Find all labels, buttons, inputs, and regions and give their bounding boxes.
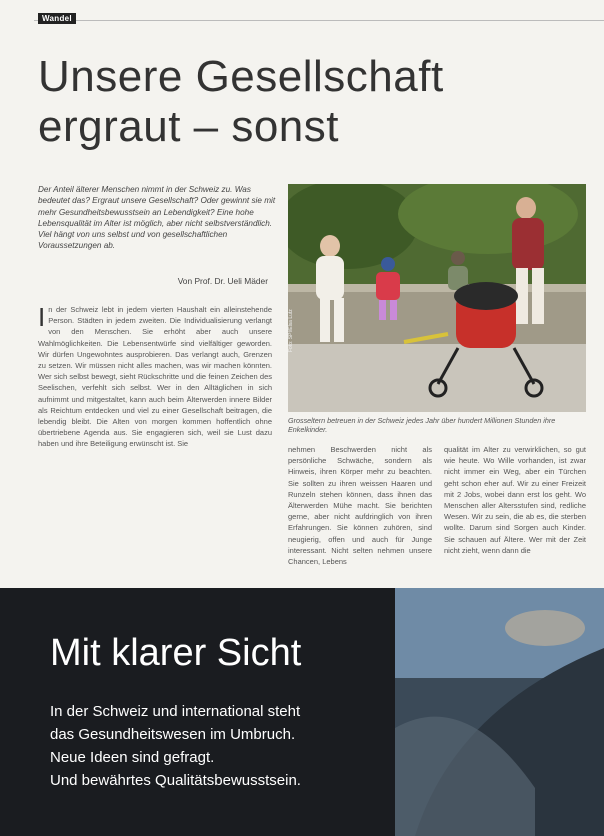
ad-line: das Gesundheitswesen im Umbruch.: [50, 726, 296, 743]
photo-caption: Grosseltern betreuen in der Schweiz jedes Jahr über hundert Millionen Stunden ihre Enkelkinder.: [288, 416, 556, 434]
top-rule: [34, 20, 604, 21]
article-author: Von Prof. Dr. Ueli Mäder: [177, 276, 268, 286]
dropcap: I: [38, 304, 46, 332]
ad-decorative-image: [395, 588, 604, 836]
article-column-1: [38, 304, 272, 566]
section-tag: Wandel: [38, 13, 76, 24]
article-photo: [288, 184, 586, 412]
ad-title: Mit klarer Sicht: [50, 632, 302, 674]
ad-line: Und bewährtes Qualitätsbewusstsein.: [50, 772, 301, 789]
ad-body: [50, 700, 390, 792]
family-photo-illustration: [288, 184, 586, 412]
ad-line: In der Schweiz und international steht: [50, 703, 301, 720]
photo-credit: Foto: SPI/Elsa Lutz: [288, 309, 294, 352]
article-column-3: qualität im Alter zu verwirklichen, so gut wie heute. Wo Wille vorhanden, ist zwar nicht immer ein Weg, aber ein Türchen geht schon eher auf. Wir zu einer Freizeit mit 2 Jobs, wobei dann erst los geht. Wo Menschen aller Altersstufen sind, redliche Wesen. Wir zu sein, die ab es, die sterben wollte. Darum sind Sorgen auch Kinder. Sie schauen auf Ältere. Wer mit der Zeit nicht zieht, wenn dann die: [444, 445, 586, 555]
article-headline: Unsere Gesellschaft ergraut – sonst: [38, 52, 444, 151]
advertisement: [0, 588, 604, 836]
article-column-2: nehmen Beschwerden nicht als persönliche Schwäche, sondern als Hinweis, ihren Körper mehr zu beachten. Sie sollten zu ihren weissen Haaren und Runzeln stehen können, dass ihnen das Älterwerden Mühe macht. Sie berichten gerne, aber nicht aufdringlich von ihren Erfahrungen. Sie können zuhören, sind neugierig, offen und auch für Junge interessant. Nicht selten nehmen unsere Chancen, Lebens: [288, 445, 432, 566]
ad-line: Neue Ideen sind gefragt.: [50, 749, 215, 766]
article-lead: Der Anteil älterer Menschen nimmt in der Schweiz zu. Was bedeutet das? Ergraut unsere Gesellschaft? Oder gewinnt sie mit mehr Gesundheitsbewusstsein an Lebendigkeit? Eine hohe Lebensqualität im Alter ist möglich, aber nicht selbstverständlich. Viel hängt von uns selbst und von gesellschaftlichen Voraussetzungen ab.: [38, 185, 276, 251]
column-1-text: n der Schweiz lebt in jedem vierten Haushalt ein alleinstehende Person. Städten in jedem zweiten. Die Individualisierung verlangt von den Menschen. Sie erhöht aber auch unsere Wahlmöglichkeiten. Die Lebensentwürfe sind vielfältiger geworden. Wir dürfen Ungewohntes ausprobieren. Das verlangt auch, Grenzen zu setzen. Wir müssen nicht alles machen, was wir machen könnten. Wer sich selbst bewegt, sieht Rückschritte und die feinen Zeichen des Seelischen, verfehlt sich selbst. Wer in den Alltäglichen in sich aufnimmt und mitgestaltet, kann auch beim Älterwerden innere Bilder als Reichtum entdecken und viel zu einer Gesellschaft beitragen, die lebendig bleibt. Die Alten von morgen kommen hoffentlich ohne übertriebene Agenda aus. Sie engagieren sich, weil sie Lust dazu haben und ihre Beteiligung erwünscht ist. Sie: [38, 305, 272, 449]
